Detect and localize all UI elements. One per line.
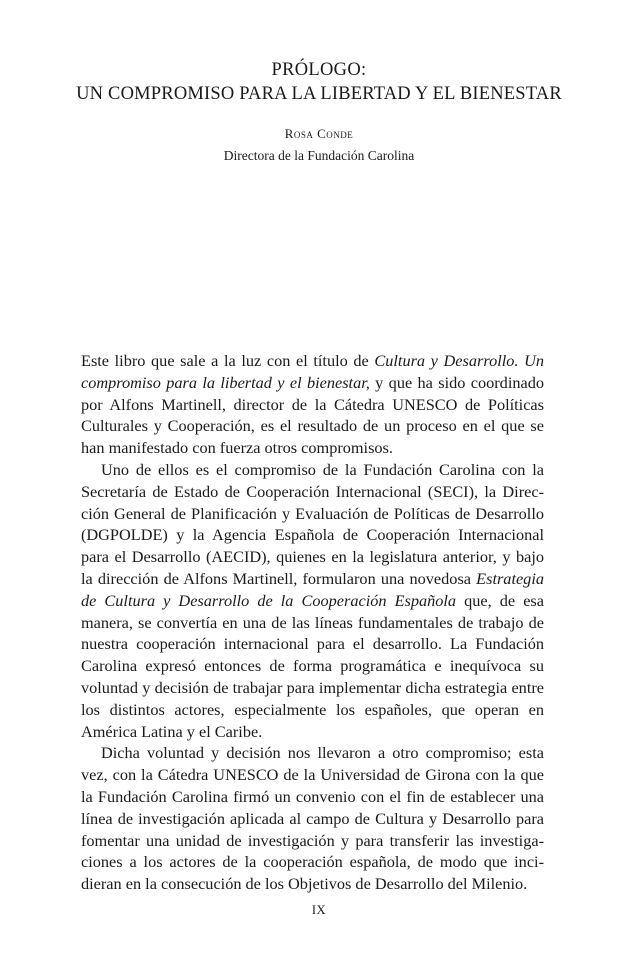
paragraph-1-text-1: Este libro que sale a la luz con el título de: [81, 351, 375, 370]
paragraph-1-book-title: Cultura y Desarrollo. Un compromiso para la libertad y el bienestar,: [81, 351, 544, 392]
body-text: [81, 350, 544, 895]
paragraph-2-strategy-title: Estrategia de Cultura y Desarrollo de la Cooperación Española: [81, 568, 544, 610]
page-number: IX: [311, 903, 327, 917]
paragraph-2-text-1: Uno de ellos es el compromiso de la Fundación Carolina con la Secretaría de Estado de Cooperación Internacional (SECI), la Dirección General de Planificación y Evaluación de Políticas de Desarrollo (DGPOLDE) y la Agencia Española de Cooperación Internacional para el Desarrollo (AECID), quienes en la legislatura anterior, y bajo la dirección de Alfons Martinell, formularon una novedosa: [81, 459, 544, 588]
prologue-subtitle: UN COMPROMISO PARA LA LIBERTAD Y EL BIENESTAR: [76, 84, 562, 104]
paragraph-2-text-2: que, de esa manera, se convertía en una de las líneas fundamentales de trabajo de nuestra cooperación internacional para el desarrollo. La Fundación Carolina expresó entonces de forma programática e inequívoca su voluntad y decisión de trabajar para implementar dicha estrategia entre los distintos actores, especialmente los españoles, que operan en América Latina y el Caribe.: [81, 590, 544, 741]
paragraph-2: [81, 459, 544, 742]
prologue-title: PRÓLOGO:: [271, 60, 367, 80]
author-name: Rosa Conde: [284, 126, 354, 141]
author-affiliation: Directora de la Fundación Carolina: [223, 148, 415, 163]
paragraph-3-text-1: Dicha voluntad y decisión nos llevaron a otro compromiso; esta vez, con la Cátedra UNESCO de la Universidad de Girona con la que la Fundación Carolina firmó un convenio con el fin de establecer una línea de investigación aplicada al campo de Cultura y Desarrollo para fomentar una unidad de investigación y para transferir las investigaciones a los actores de la cooperación española, de modo que incidieran en la consecución de los Objetivos de Desarrollo del Milenio.: [81, 743, 544, 894]
paragraph-1: [81, 350, 544, 459]
paragraph-1-text-2: y que ha sido coordinado por Alfons Martinell, director de la Cátedra UNESCO de Políticas Culturales y Cooperación, es el resultado de un proceso en el que se han manifestado con fuerza otros compromisos.: [81, 372, 544, 458]
paragraph-3: [81, 742, 544, 895]
